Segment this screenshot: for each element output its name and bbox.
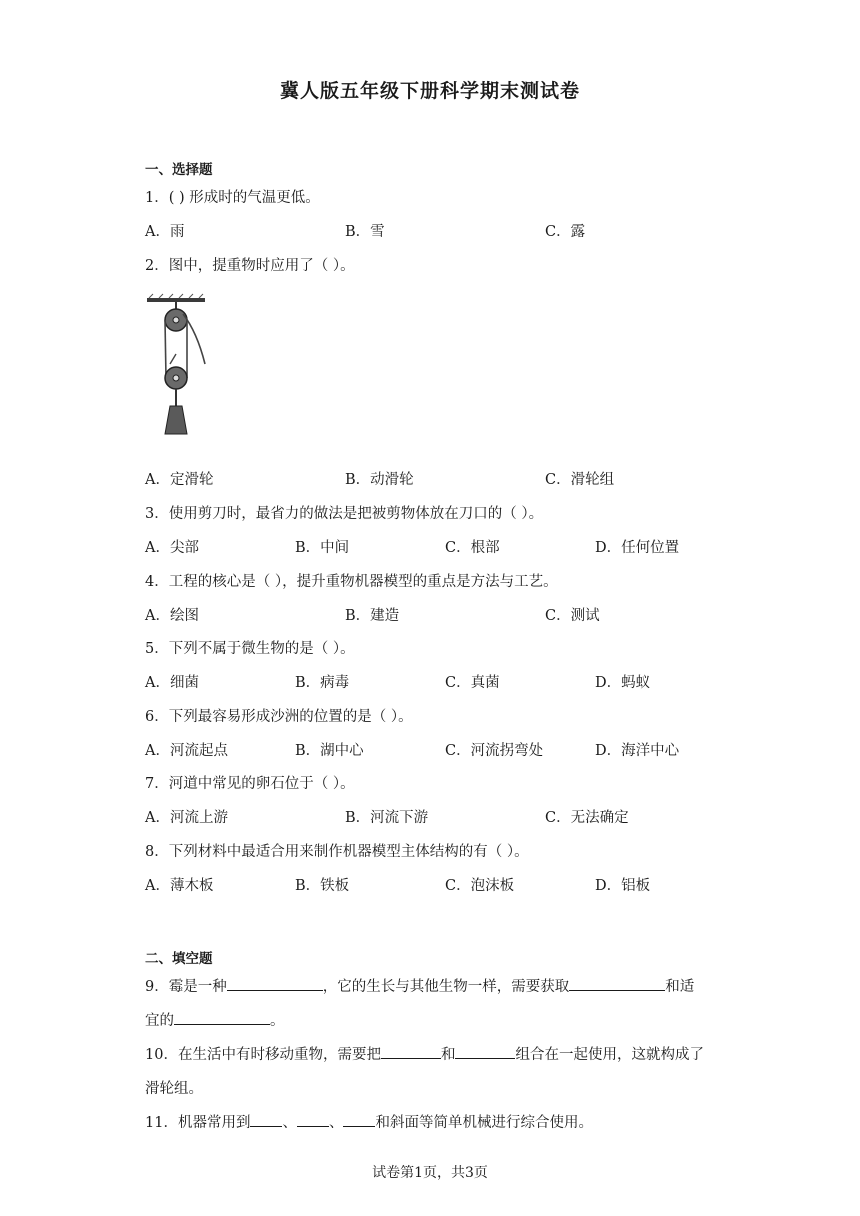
question-8-option-b: B．铁板: [295, 878, 350, 894]
question-9-line-2: [145, 1009, 725, 1030]
question-1-stem: 1．( ) 形成时的气温更低。: [145, 190, 320, 206]
page-title: 冀人版五年级下册科学期末测试卷: [279, 80, 580, 102]
pulley-system-icon: [145, 292, 215, 442]
question-4-option-b: B．建造: [345, 608, 400, 624]
question-9-text-5: 。: [270, 1013, 285, 1029]
question-3-option-c: C．根部: [445, 540, 500, 556]
question-1-option-c: C．露: [545, 224, 586, 240]
pulley-figure: [145, 292, 215, 442]
answer-blank[interactable]: [174, 1010, 270, 1025]
answer-blank[interactable]: [381, 1044, 441, 1059]
question-11-line: [145, 1111, 725, 1132]
section-heading-fill-blank: 二、填空题: [145, 951, 213, 967]
question-6-option-b: B．湖中心: [295, 743, 364, 759]
question-5-option-b: B．病毒: [295, 675, 350, 691]
question-4-option-a: A．绘图: [145, 608, 199, 624]
question-9-text-4: 宜的: [145, 1013, 174, 1029]
answer-blank[interactable]: [343, 1112, 375, 1127]
page-footer: 试卷第1页，共3页: [372, 1165, 488, 1181]
question-5-stem: 5．下列不属于微生物的是（ ）。: [145, 641, 355, 657]
question-3-option-a: A．尖部: [145, 540, 199, 556]
answer-blank[interactable]: [569, 976, 665, 991]
question-6-option-c: C．河流拐弯处: [445, 743, 544, 759]
question-9-line-1: [145, 975, 725, 996]
question-3-stem: 3．使用剪刀时，最省力的做法是把被剪物体放在刀口的（ ）。: [145, 506, 544, 522]
question-2-option-c: C．滑轮组: [545, 472, 615, 488]
question-6-stem: 6．下列最容易形成沙洲的位置的是（ ）。: [145, 709, 413, 725]
answer-blank[interactable]: [227, 976, 323, 991]
question-2-stem: 2．图中，提重物时应用了（ ）。: [145, 258, 355, 274]
question-11-text-3: 、: [328, 1115, 344, 1131]
question-8-stem: 8．下列材料中最适合用来制作机器模型主体结构的有（ ）。: [145, 844, 529, 860]
question-11-text-1: 11．机器常用到: [145, 1115, 251, 1131]
question-6-option-a: A．河流起点: [145, 743, 228, 759]
question-11-text-4: 和斜面等简单机械进行综合使用。: [375, 1115, 593, 1131]
section-heading-choice: 一、选择题: [145, 162, 213, 178]
question-1-option-b: B．雪: [345, 224, 385, 240]
question-4-stem: 4．工程的核心是（ ），提升重物机器模型的重点是方法与工艺。: [145, 574, 558, 590]
question-7-option-c: C．无法确定: [545, 810, 629, 826]
question-9-text-1: 9．霉是一种: [145, 979, 227, 995]
question-8-option-d: D．铝板: [595, 878, 651, 894]
question-7-option-b: B．河流下游: [345, 810, 429, 826]
question-1-option-a: A．雨: [145, 224, 185, 240]
answer-blank[interactable]: [455, 1044, 515, 1059]
question-7-stem: 7．河道中常见的卵石位于（ ）。: [145, 776, 355, 792]
question-3-option-b: B．中间: [295, 540, 350, 556]
answer-blank[interactable]: [250, 1112, 282, 1127]
question-5-option-d: D．蚂蚁: [595, 675, 651, 691]
question-10-line-1: [145, 1043, 725, 1064]
question-4-option-c: C．测试: [545, 608, 600, 624]
question-7-option-a: A．河流上游: [145, 810, 228, 826]
question-2-option-a: A．定滑轮: [145, 472, 214, 488]
answer-blank[interactable]: [297, 1112, 329, 1127]
question-9-text-2: ，它的生长与其他生物一样，需要获取: [322, 979, 570, 995]
question-5-option-c: C．真菌: [445, 675, 500, 691]
question-5-option-a: A．细菌: [145, 675, 199, 691]
question-6-option-d: D．海洋中心: [595, 743, 680, 759]
question-8-option-a: A．薄木板: [145, 878, 214, 894]
question-3-option-d: D．任何位置: [595, 540, 680, 556]
question-10-text-2: 和: [440, 1047, 456, 1063]
question-2-option-b: B．动滑轮: [345, 472, 414, 488]
question-10-line-2: 滑轮组。: [145, 1081, 203, 1097]
question-9-text-3: 和适: [665, 979, 695, 995]
question-10-text-3: 组合在一起使用，这就构成了: [515, 1047, 704, 1063]
question-10-text-1: 10．在生活中有时移动重物，需要把: [145, 1047, 381, 1063]
question-11-text-2: 、: [282, 1115, 297, 1131]
question-8-option-c: C．泡沫板: [445, 878, 515, 894]
